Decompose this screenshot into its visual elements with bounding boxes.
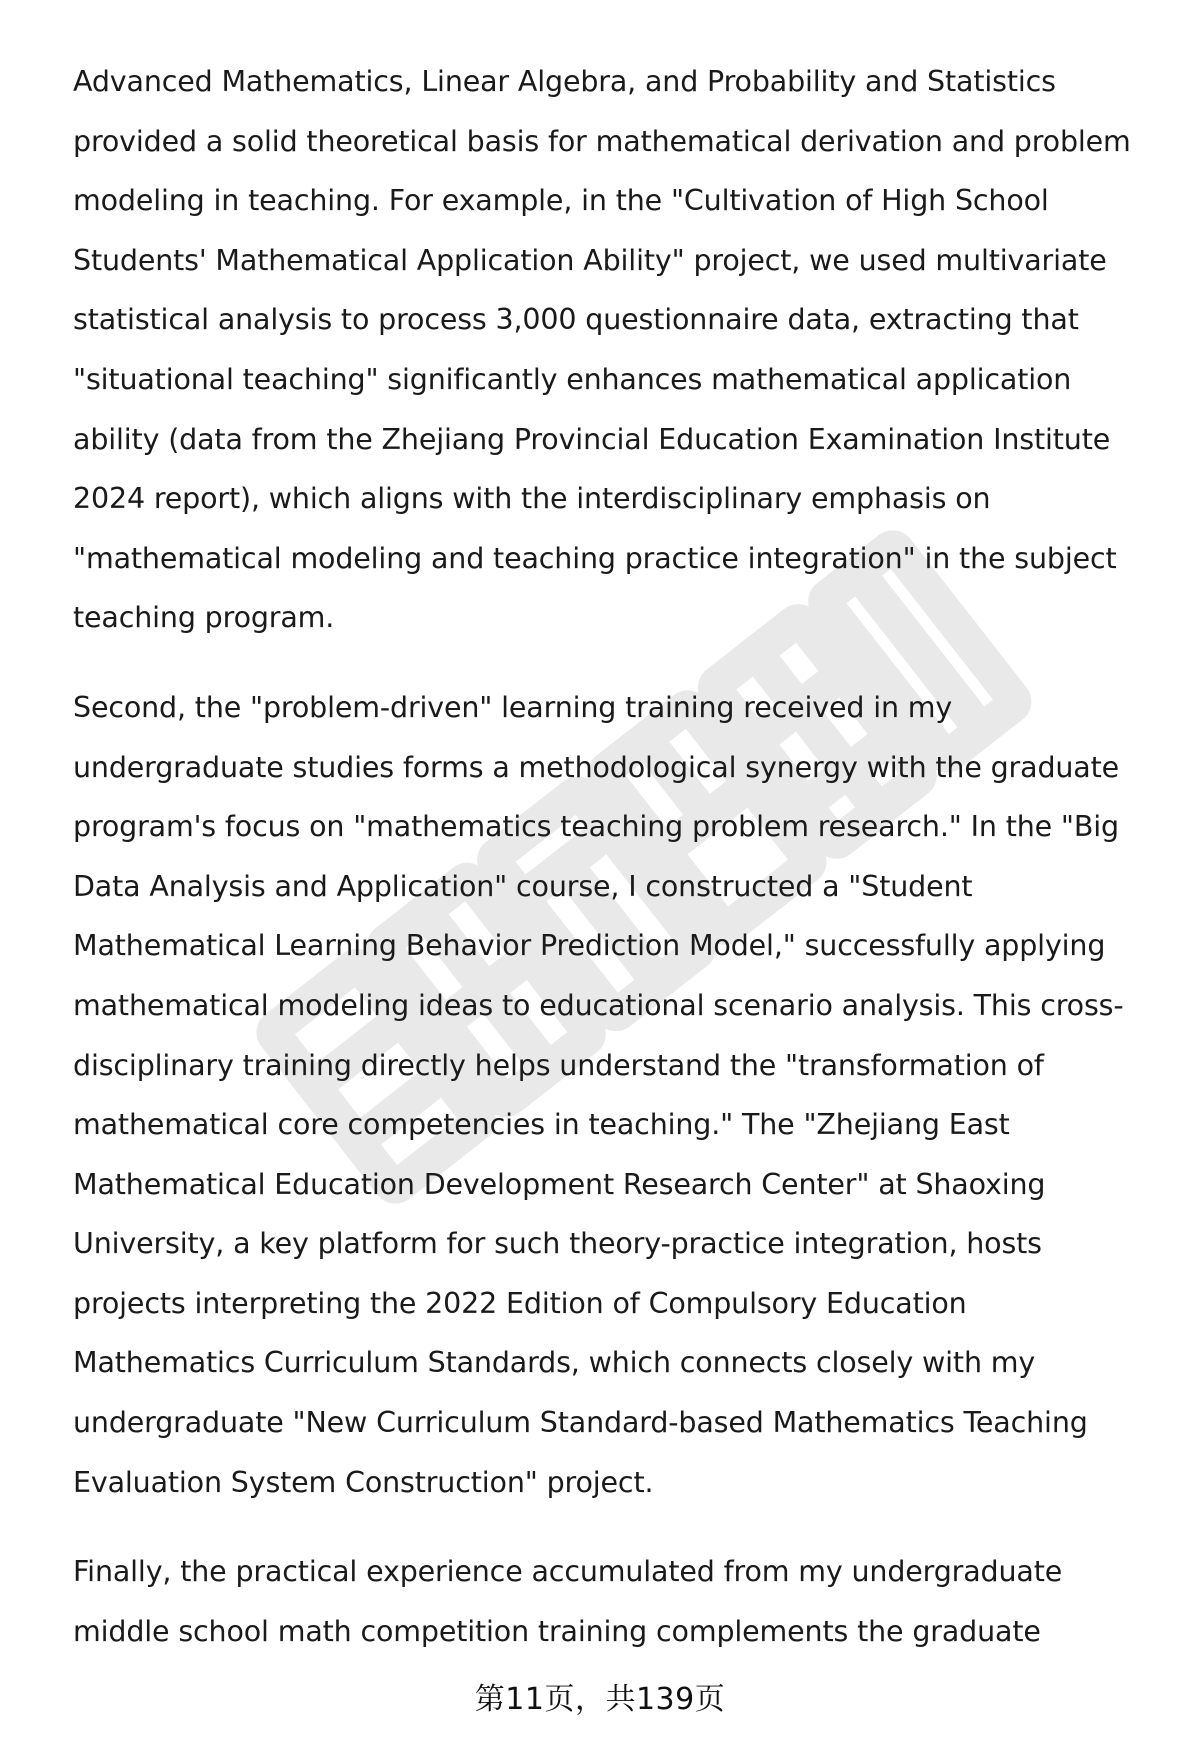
document-body	[73, 52, 1143, 1661]
text-line: Mathematics Curriculum Standards, which connects closely with my	[73, 1346, 1036, 1380]
text-line: Mathematical Education Development Research Center" at Shaoxing	[73, 1167, 1046, 1201]
text-line: projects interpreting the 2022 Edition of Compulsory Education	[73, 1286, 967, 1320]
text-line: Students' Mathematical Application Ability" project, we used multivariate	[73, 243, 1107, 277]
text-line: teaching program.	[73, 601, 335, 635]
text-line: Data Analysis and Application" course, I constructed a "Student	[73, 869, 973, 903]
text-line: provided a solid theoretical basis for mathematical derivation and problem	[73, 124, 1131, 158]
text-line: undergraduate "New Curriculum Standard-based Mathematics Teaching	[73, 1406, 1088, 1440]
text-line: ability (data from the Zhejiang Provincial Education Examination Institute	[73, 422, 1111, 456]
text-line: mathematical modeling ideas to educational scenario analysis. This cross-	[73, 988, 1124, 1022]
text-line: undergraduate studies forms a methodological synergy with the graduate	[73, 750, 1120, 784]
paragraph-2	[73, 678, 1143, 1512]
text-line: University, a key platform for such theory-practice integration, hosts	[73, 1227, 1042, 1261]
paragraph-3	[73, 1542, 1143, 1661]
text-line: "mathematical modeling and teaching practice integration" in the subject	[73, 541, 1117, 575]
text-line: middle school math competition training complements the graduate	[73, 1614, 1041, 1648]
text-line: 2024 report), which aligns with the interdisciplinary emphasis on	[73, 482, 991, 516]
paragraph-1	[73, 52, 1143, 648]
text-line: Finally, the practical experience accumulated from my undergraduate	[73, 1555, 1063, 1589]
page-number-footer: 第11页，共139页	[474, 1682, 726, 1717]
text-line: Advanced Mathematics, Linear Algebra, and Probability and Statistics	[73, 65, 1056, 98]
text-line: Mathematical Learning Behavior Prediction Model," successfully applying	[73, 929, 1106, 963]
text-line: Second, the "problem-driven" learning training received in my	[73, 690, 953, 724]
text-line: modeling in teaching. For example, in the "Cultivation of High School	[73, 184, 1049, 218]
text-line: program's focus on "mathematics teaching problem research." In the "Big	[73, 810, 1119, 844]
text-line: "situational teaching" significantly enhances mathematical application	[73, 362, 1072, 396]
text-line: statistical analysis to process 3,000 questionnaire data, extracting that	[73, 303, 1079, 337]
text-line: disciplinary training directly helps understand the "transformation of	[73, 1048, 1044, 1082]
text-line: Evaluation System Construction" project.	[73, 1465, 654, 1499]
text-line: mathematical core competencies in teaching." The "Zhejiang East	[73, 1108, 1010, 1142]
